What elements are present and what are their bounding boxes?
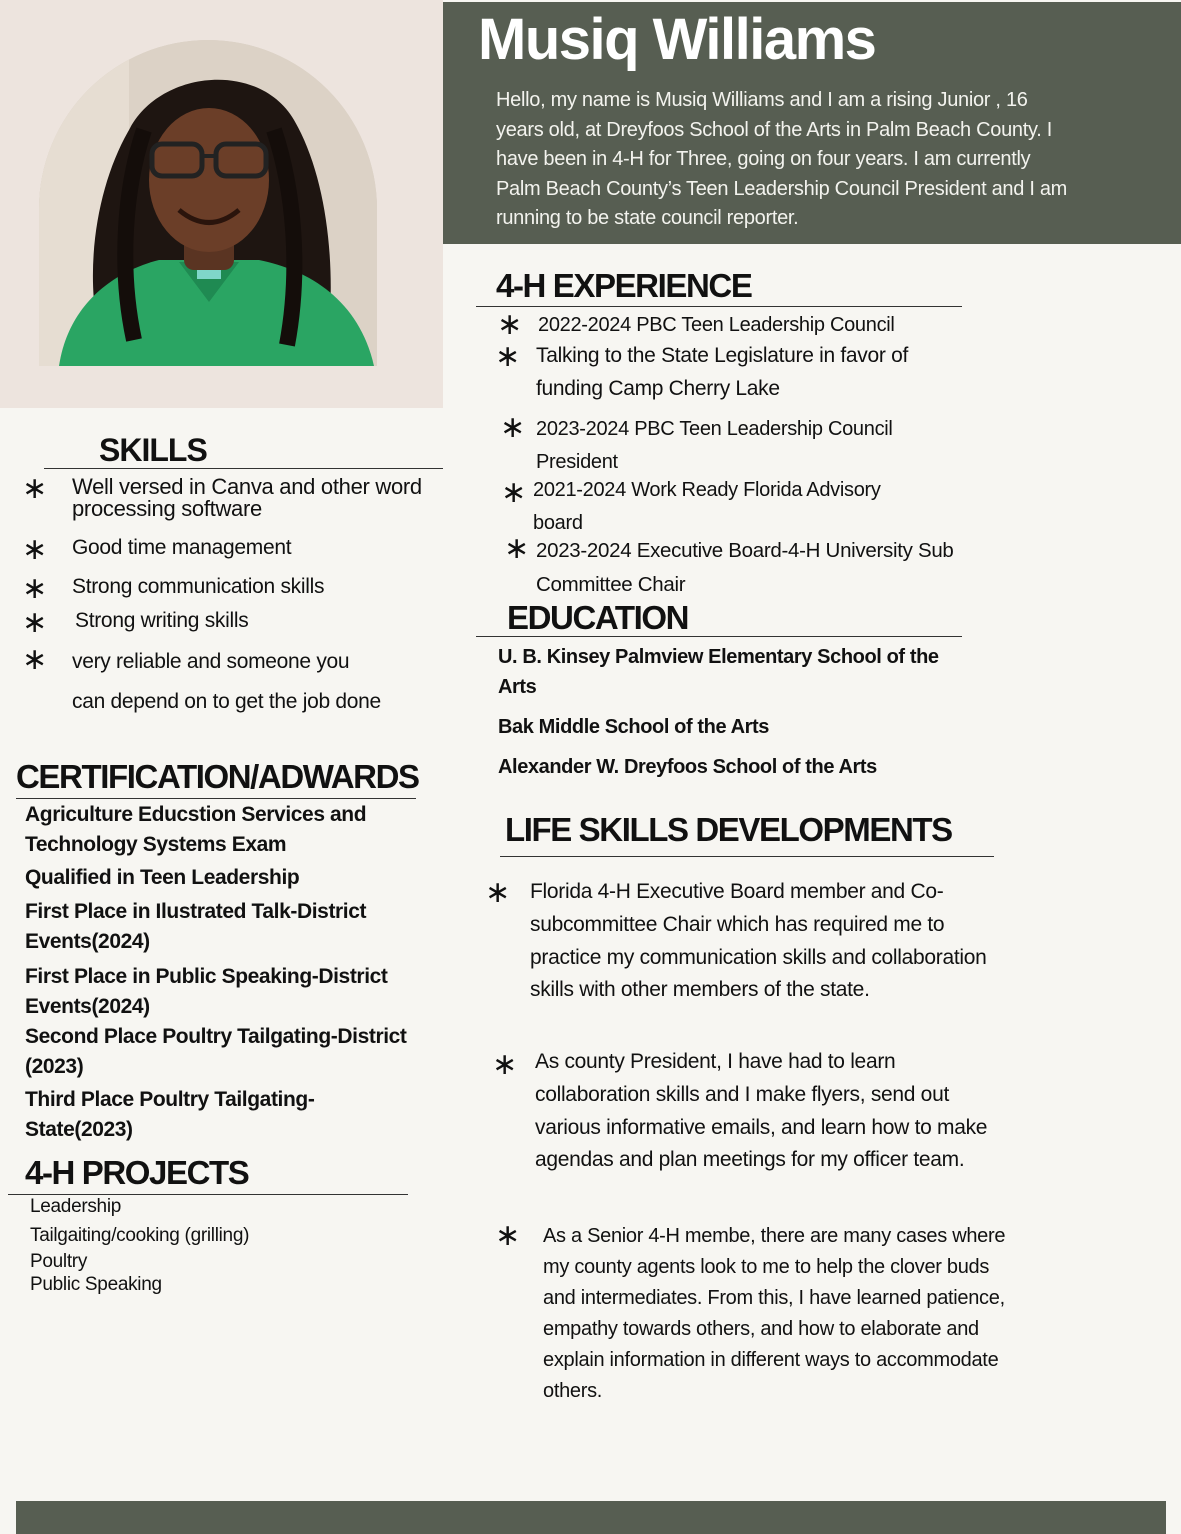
experience-item: 2023-2024 PBC Teen Leadership Council President bbox=[536, 418, 893, 473]
portrait-photo bbox=[39, 40, 377, 366]
bullet-icon: ∗ bbox=[495, 339, 521, 374]
bullet-icon: ∗ bbox=[504, 531, 530, 566]
life-skill-item: Florida 4-H Executive Board member and Co-subcommittee Chair which has required me to practice my communication skills and collaboration skills with other members of the state. bbox=[530, 880, 987, 1002]
bullet-icon: ∗ bbox=[22, 605, 48, 640]
certification-item: Second Place Poultry Tailgating-District (2023) bbox=[25, 1025, 407, 1078]
education-item: Alexander W. Dreyfoos School of the Arts bbox=[498, 756, 877, 778]
project-item: Public Speaking bbox=[30, 1274, 162, 1295]
project-item: Tailgaiting/cooking (grilling) bbox=[30, 1225, 250, 1246]
project-item: Poultry bbox=[30, 1251, 88, 1272]
experience-item: 2022-2024 PBC Teen Leadership Council bbox=[538, 314, 895, 336]
bullet-icon: ∗ bbox=[500, 410, 526, 445]
certification-item: Qualified in Teen Leadership bbox=[25, 866, 300, 889]
bullet-icon: ∗ bbox=[497, 307, 523, 342]
education-item: Bak Middle School of the Arts bbox=[498, 716, 770, 738]
certification-item: Agriculture Educstion Services and Technology Systems Exam bbox=[25, 803, 367, 856]
skill-item: Strong communication skills bbox=[72, 575, 325, 598]
intro-paragraph: Hello, my name is Musiq Williams and I am a rising Junior , 16 years old, at Dreyfoos School of the Arts in Palm Beach County. I have been in 4-H for Three, going on four years. I am currently Palm Beach County’s Teen Leadership Council President and I am running to be state council reporter. bbox=[496, 89, 1068, 229]
project-item: Leadership bbox=[30, 1196, 122, 1217]
life-skills-heading: LIFE SKILLS DEVELOPMENTS bbox=[505, 811, 952, 848]
skill-item: Good time management bbox=[72, 536, 292, 559]
certification-item: First Place in Public Speaking-District Events(2024) bbox=[25, 965, 388, 1018]
projects-heading: 4-H PROJECTS bbox=[25, 1154, 249, 1191]
bullet-icon: ∗ bbox=[495, 1218, 521, 1253]
bullet-icon: ∗ bbox=[22, 642, 48, 677]
experience-divider bbox=[476, 306, 962, 307]
certifications-divider bbox=[16, 798, 416, 799]
skills-divider bbox=[44, 468, 443, 469]
experience-item: 2023-2024 Executive Board-4-H University Sub Committee Chair bbox=[536, 539, 954, 596]
life-skills-divider bbox=[500, 856, 994, 857]
bullet-icon: ∗ bbox=[485, 875, 511, 910]
skill-item: Well versed in Canva and other word processing software bbox=[72, 474, 422, 521]
certifications-heading: CERTIFICATION/ADWARDS bbox=[16, 758, 419, 795]
education-item: U. B. Kinsey Palmview Elementary School of the Arts bbox=[498, 646, 939, 698]
person-name: Musiq Williams bbox=[478, 7, 876, 72]
bullet-icon: ∗ bbox=[492, 1047, 518, 1082]
bullet-icon: ∗ bbox=[501, 475, 527, 510]
skills-heading: SKILLS bbox=[99, 432, 207, 468]
skill-item: very reliable and someone you can depend on to get the job done bbox=[72, 650, 381, 713]
experience-item: 2021-2024 Work Ready Florida Advisory board bbox=[533, 479, 881, 534]
education-heading: EDUCATION bbox=[507, 599, 689, 636]
life-skill-item: As county President, I have had to learn collaboration skills and I make flyers, send out various informative emails, and learn how to make agendas and plan meetings for my officer team. bbox=[535, 1050, 988, 1172]
bullet-icon: ∗ bbox=[22, 532, 48, 567]
certification-item: Third Place Poultry Tailgating-State(2023) bbox=[25, 1088, 315, 1141]
experience-heading: 4-H EXPERIENCE bbox=[496, 267, 752, 304]
education-divider bbox=[476, 636, 962, 637]
bullet-icon: ∗ bbox=[22, 471, 48, 506]
certification-item: First Place in Ilustrated Talk-District Events(2024) bbox=[25, 900, 367, 953]
experience-item: Talking to the State Legislature in favor of funding Camp Cherry Lake bbox=[536, 344, 909, 400]
footer-bar bbox=[16, 1501, 1166, 1534]
skill-item: Strong writing skills bbox=[75, 609, 249, 632]
bullet-icon: ∗ bbox=[22, 571, 48, 606]
life-skill-item: As a Senior 4-H membe, there are many cases where my county agents look to me to help the clover buds and intermediates. From this, I have learned patience, empathy towards others, and how to elaborate and explain information in different ways to accommodate others. bbox=[543, 1225, 1006, 1402]
